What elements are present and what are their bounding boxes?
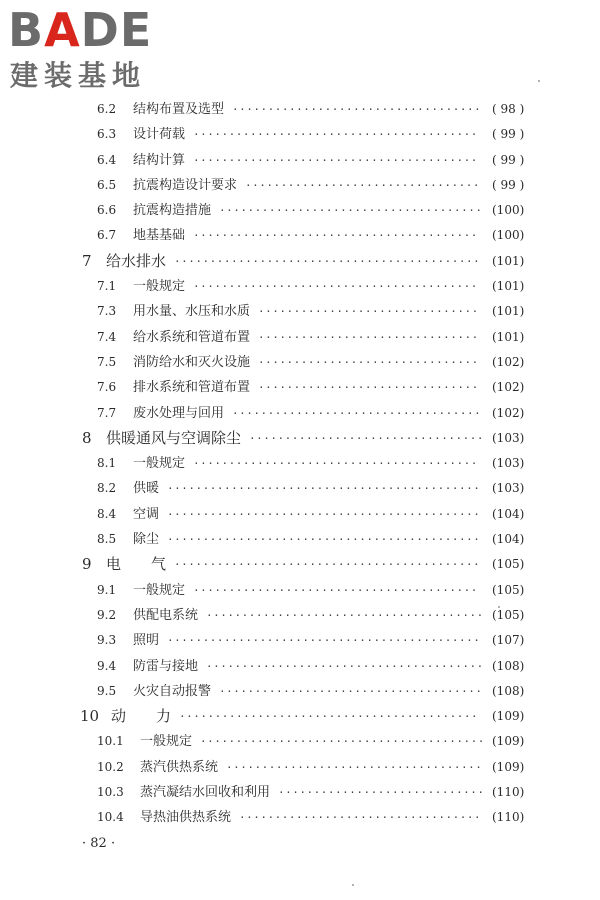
toc-entry-page: (101) <box>492 279 525 294</box>
toc-dot-leader: ·········································· <box>179 710 479 724</box>
toc-entry-title: 抗震构造措施 <box>133 203 212 219</box>
toc-entry-title: 废水处理与回用 <box>133 405 225 421</box>
toc-dot-leader: ········································ <box>193 457 478 471</box>
toc-entry-page: (109) <box>492 734 525 749</box>
toc-dot-leader: ······································· <box>206 608 484 622</box>
logo-letters-de: DE <box>80 3 153 57</box>
toc-entry-number: 6.5 <box>97 177 117 192</box>
toc-entry-page: (100) <box>492 228 525 243</box>
toc-entry-page: (109) <box>492 759 525 774</box>
toc-section-row <box>0 97 600 122</box>
toc-entry-number: 6.7 <box>97 228 117 243</box>
toc-entry-page: (101) <box>492 304 525 319</box>
toc-section-row <box>0 148 600 173</box>
toc-entry-title: 消防给水和灭火设施 <box>133 354 251 370</box>
toc-entry-page: (101) <box>492 253 525 268</box>
toc-entry-number: 8.5 <box>97 532 117 547</box>
toc-entry-page: (110) <box>492 810 525 825</box>
logo <box>8 4 178 96</box>
toc-section-row <box>0 729 600 754</box>
toc-entry-page: ( 99 ) <box>492 177 525 192</box>
toc-entry-title: 结构计算 <box>133 152 186 168</box>
table-of-contents <box>0 97 600 831</box>
toc-entry-title: 空调 <box>133 506 160 522</box>
toc-dot-leader: ············································ <box>167 507 481 521</box>
toc-entry-title: 蒸汽凝结水回收和利用 <box>140 785 271 801</box>
toc-entry-title: 火灾自动报警 <box>133 683 212 699</box>
toc-entry-number: 6.6 <box>97 203 117 218</box>
toc-entry-page: (105) <box>492 582 525 597</box>
toc-entry-title: 防雷与接地 <box>133 658 199 674</box>
toc-entry-page: (108) <box>492 658 525 673</box>
toc-dot-leader: ··································· <box>232 103 482 116</box>
toc-entry-title: 导热油供热系统 <box>140 810 232 826</box>
toc-entry-number: 7 <box>82 251 92 270</box>
toc-entry-number: 6.2 <box>97 102 117 116</box>
toc-entry-number: 7.1 <box>97 279 117 294</box>
toc-section-row <box>0 780 600 805</box>
toc-dot-leader: ····································· <box>219 684 483 698</box>
toc-section-row <box>0 223 600 248</box>
toc-dot-leader: ············································ <box>167 533 481 547</box>
toc-entry-number: 10 <box>80 707 100 726</box>
toc-dot-leader: ··········································· <box>174 254 481 268</box>
toc-entry-number: 9.5 <box>97 683 117 698</box>
toc-entry-page: (105) <box>492 557 525 572</box>
toc-section-row <box>0 679 600 704</box>
toc-entry-number: 10.2 <box>97 759 124 774</box>
toc-section-row <box>0 476 600 501</box>
toc-dot-leader: ········································ <box>193 280 478 294</box>
toc-dot-leader: ······························· <box>258 355 479 369</box>
toc-section-row <box>0 299 600 324</box>
toc-dot-leader: ········································ <box>193 229 478 243</box>
page-number: · 82 · <box>82 836 116 851</box>
toc-entry-page: (103) <box>492 481 525 496</box>
toc-section-row <box>0 350 600 375</box>
toc-section-row <box>0 628 600 653</box>
toc-section-row <box>0 502 600 527</box>
toc-section-row <box>0 375 600 400</box>
toc-section-row <box>0 198 600 223</box>
toc-entry-title: 电 气 <box>106 555 167 574</box>
toc-entry-number: 7.3 <box>97 304 117 319</box>
toc-entry-page: (105) <box>492 607 525 622</box>
toc-dot-leader: ································· <box>245 178 481 192</box>
toc-entry-page: (100) <box>492 203 525 218</box>
toc-dot-leader: ································· <box>249 431 485 445</box>
logo-letter-a-accent: A <box>44 3 81 57</box>
toc-section-row <box>0 122 600 147</box>
toc-entry-number: 7.4 <box>97 329 117 344</box>
toc-dot-leader: ·································· <box>239 811 482 825</box>
toc-entry-number: 10.4 <box>97 810 124 825</box>
toc-entry-page: (109) <box>492 709 525 724</box>
toc-dot-leader: ········································ <box>193 583 478 597</box>
toc-dot-leader: ······································· <box>206 659 484 673</box>
toc-entry-number: 9.1 <box>97 582 117 597</box>
toc-entry-title: 动 力 <box>111 707 172 726</box>
toc-entry-number: 7.6 <box>97 380 117 395</box>
toc-dot-leader: ······························· <box>258 330 479 344</box>
toc-dot-leader: ····························· <box>278 786 485 800</box>
toc-entry-page: ( 99 ) <box>492 127 525 142</box>
scan-speck <box>352 884 354 886</box>
toc-dot-leader: ··········································· <box>174 558 481 572</box>
toc-section-row <box>0 401 600 426</box>
toc-section-row <box>0 654 600 679</box>
toc-entry-title: 一般规定 <box>133 582 186 598</box>
scan-speck <box>538 80 540 82</box>
toc-entry-number: 9.4 <box>97 658 117 673</box>
toc-entry-title: 设计荷载 <box>133 127 186 143</box>
toc-entry-title: 供配电系统 <box>133 607 199 623</box>
toc-entry-page: (107) <box>492 633 525 648</box>
toc-section-row <box>0 578 600 603</box>
toc-entry-number: 7.5 <box>97 354 117 369</box>
toc-section-row <box>0 451 600 476</box>
toc-dot-leader: ············································ <box>167 634 481 648</box>
toc-entry-title: 一般规定 <box>133 456 186 472</box>
toc-chapter-row <box>0 426 600 451</box>
toc-entry-title: 给水系统和管道布置 <box>133 329 251 345</box>
toc-entry-number: 8.2 <box>97 481 117 496</box>
toc-entry-title: 一般规定 <box>133 279 186 295</box>
toc-entry-title: 一般规定 <box>140 734 193 750</box>
toc-chapter-row <box>0 552 600 577</box>
toc-entry-title: 结构布置及选型 <box>133 102 225 117</box>
toc-entry-number: 8 <box>82 428 92 447</box>
toc-entry-title: 排水系统和管道布置 <box>133 380 251 396</box>
toc-section-row <box>0 805 600 830</box>
toc-dot-leader: ··································· <box>232 406 482 420</box>
toc-entry-number: 8.4 <box>97 506 117 521</box>
toc-entry-page: ( 98 ) <box>492 102 525 116</box>
scan-speck <box>498 606 500 608</box>
toc-entry-title: 给水排水 <box>106 251 167 270</box>
toc-entry-title: 除尘 <box>133 532 160 548</box>
toc-entry-title: 抗震构造设计要求 <box>133 177 238 193</box>
toc-entry-title: 地基基础 <box>133 228 186 244</box>
toc-entry-page: (110) <box>492 785 525 800</box>
toc-chapter-row <box>0 704 600 729</box>
toc-entry-page: (108) <box>492 683 525 698</box>
toc-entry-page: (101) <box>492 329 525 344</box>
toc-dot-leader: ···································· <box>226 760 483 774</box>
toc-entry-page: (102) <box>492 380 525 395</box>
toc-dot-leader: ········································ <box>193 128 478 142</box>
toc-entry-title: 蒸汽供热系统 <box>140 759 219 775</box>
toc-entry-number: 6.4 <box>97 152 117 167</box>
toc-section-row <box>0 603 600 628</box>
toc-entry-page: (102) <box>492 354 525 369</box>
toc-entry-title: 照明 <box>133 633 160 649</box>
toc-chapter-row <box>0 249 600 274</box>
toc-entry-number: 6.3 <box>97 127 117 142</box>
toc-dot-leader: ········································ <box>193 153 478 167</box>
toc-entry-page: (104) <box>492 506 525 521</box>
toc-entry-title: 供暖 <box>133 481 160 497</box>
toc-dot-leader: ············································ <box>167 482 481 496</box>
toc-entry-page: (103) <box>492 430 525 445</box>
toc-entry-number: 9.3 <box>97 633 117 648</box>
logo-letter-b: B <box>8 3 45 57</box>
toc-entry-number: 9.2 <box>97 607 117 622</box>
logo-wordmark <box>8 4 152 56</box>
toc-entry-number: 8.1 <box>97 456 117 471</box>
toc-entry-page: (103) <box>492 456 525 471</box>
toc-dot-leader: ········································ <box>200 735 485 749</box>
toc-entry-page: (104) <box>492 532 525 547</box>
toc-entry-page: (102) <box>492 405 525 420</box>
toc-entry-page: ( 99 ) <box>492 152 525 167</box>
toc-entry-number: 7.7 <box>97 405 117 420</box>
toc-entry-number: 10.3 <box>97 785 124 800</box>
toc-section-row <box>0 527 600 552</box>
toc-section-row <box>0 755 600 780</box>
logo-subtitle: 建装基地 <box>10 59 147 92</box>
toc-section-row <box>0 325 600 350</box>
toc-dot-leader: ······························· <box>258 305 479 319</box>
toc-entry-number: 10.1 <box>97 734 124 749</box>
toc-section-row <box>0 274 600 299</box>
toc-entry-title: 供暖通风与空调除尘 <box>106 428 242 447</box>
toc-dot-leader: ······························· <box>258 381 479 395</box>
toc-section-row <box>0 173 600 198</box>
toc-entry-number: 9 <box>82 555 92 574</box>
toc-entry-title: 用水量、水压和水质 <box>133 304 251 320</box>
toc-dot-leader: ····································· <box>219 204 483 218</box>
